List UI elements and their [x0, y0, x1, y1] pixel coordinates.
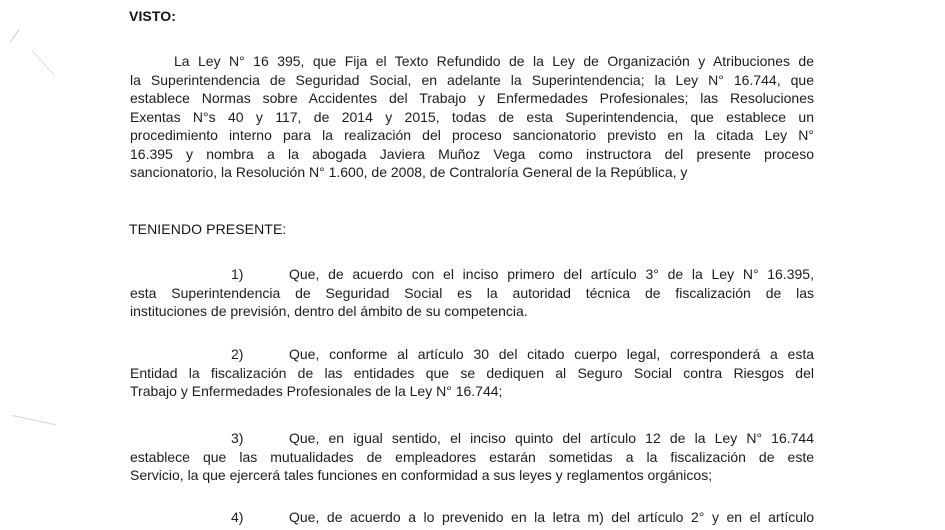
- item-line: establece que las mutualidades de empleadores estarán sometidas a la fiscalización de este: [130, 448, 814, 465]
- item-line: Servicio, la que ejercerá tales funciones en conformidad a sus leyes y reglamentos orgánicos;: [130, 467, 713, 483]
- item-text: Que, conforme al artículo 30 del citado cuerpo legal, corresponderá a esta: [289, 346, 814, 362]
- item-text: Que, de acuerdo con el inciso primero del artículo 3° de la Ley N° 16.395,: [289, 266, 814, 282]
- item-line: instituciones de previsión, dentro del ámbito de su competencia.: [130, 303, 528, 319]
- visto-line: la Superintendencia de Seguridad Social, en adelante la Superintendencia; la Ley N° 16.744, que: [130, 71, 814, 88]
- visto-line: establece Normas sobre Accidentes del Trabajo y Enfermedades Profesionales; las Resoluciones: [130, 90, 814, 106]
- visto-heading: VISTO:: [129, 8, 177, 24]
- visto-line: Exentas N°s 40 y 117, de 2014 y 2015, todas de esta Superintendencia, que establece un: [130, 108, 814, 125]
- visto-line: La Ley N° 16 395, que Fija el Texto Refundido de la Ley de Organización y Atribuciones de: [174, 53, 814, 69]
- item-1: [130, 265, 814, 321]
- item-line: Trabajo y Enfermedades Profesionales de la Ley N° 16.744;: [130, 383, 503, 399]
- item-4: [130, 508, 814, 527]
- item-2: [130, 345, 814, 401]
- visto-line: procedimiento interno para la realización del proceso sancionatorio previsto en la citada Ley N°: [130, 127, 814, 143]
- item-number: 2): [231, 346, 244, 362]
- item-number: 1): [231, 266, 244, 282]
- teniendo-presente-heading: TENIENDO PRESENTE:: [129, 221, 287, 237]
- item-number: 3): [231, 430, 244, 446]
- scan-mark: [12, 415, 56, 425]
- item-first-line: [130, 429, 814, 448]
- scan-mark: [10, 29, 20, 43]
- item-text: Que, en igual sentido, el inciso quinto del artículo 12 de la Ley N° 16.744: [289, 430, 814, 446]
- scan-mark: [32, 50, 55, 76]
- item-text: Que, de acuerdo a lo prevenido en la letra m) del artículo 2° y en el artículo: [289, 509, 814, 525]
- visto-paragraph: [130, 52, 814, 182]
- item-number: 4): [231, 509, 244, 525]
- item-line: esta Superintendencia de Seguridad Social es la autoridad técnica de fiscalización de las: [130, 284, 814, 301]
- item-3: [130, 429, 814, 485]
- item-first-line: [130, 265, 814, 284]
- item-first-line: [130, 345, 814, 364]
- visto-line: 16.395 y nombra a la abogada Javiera Muñoz Vega como instructora del presente proceso: [130, 145, 814, 162]
- visto-line: sancionatorio, la Resolución N° 1.600, de 2008, de Contraloría General de la República, y: [130, 164, 688, 180]
- item-line: Entidad la fiscalización de las entidades que se dediquen al Seguro Social contra Riesgos del: [130, 364, 814, 381]
- item-first-line: [130, 508, 814, 527]
